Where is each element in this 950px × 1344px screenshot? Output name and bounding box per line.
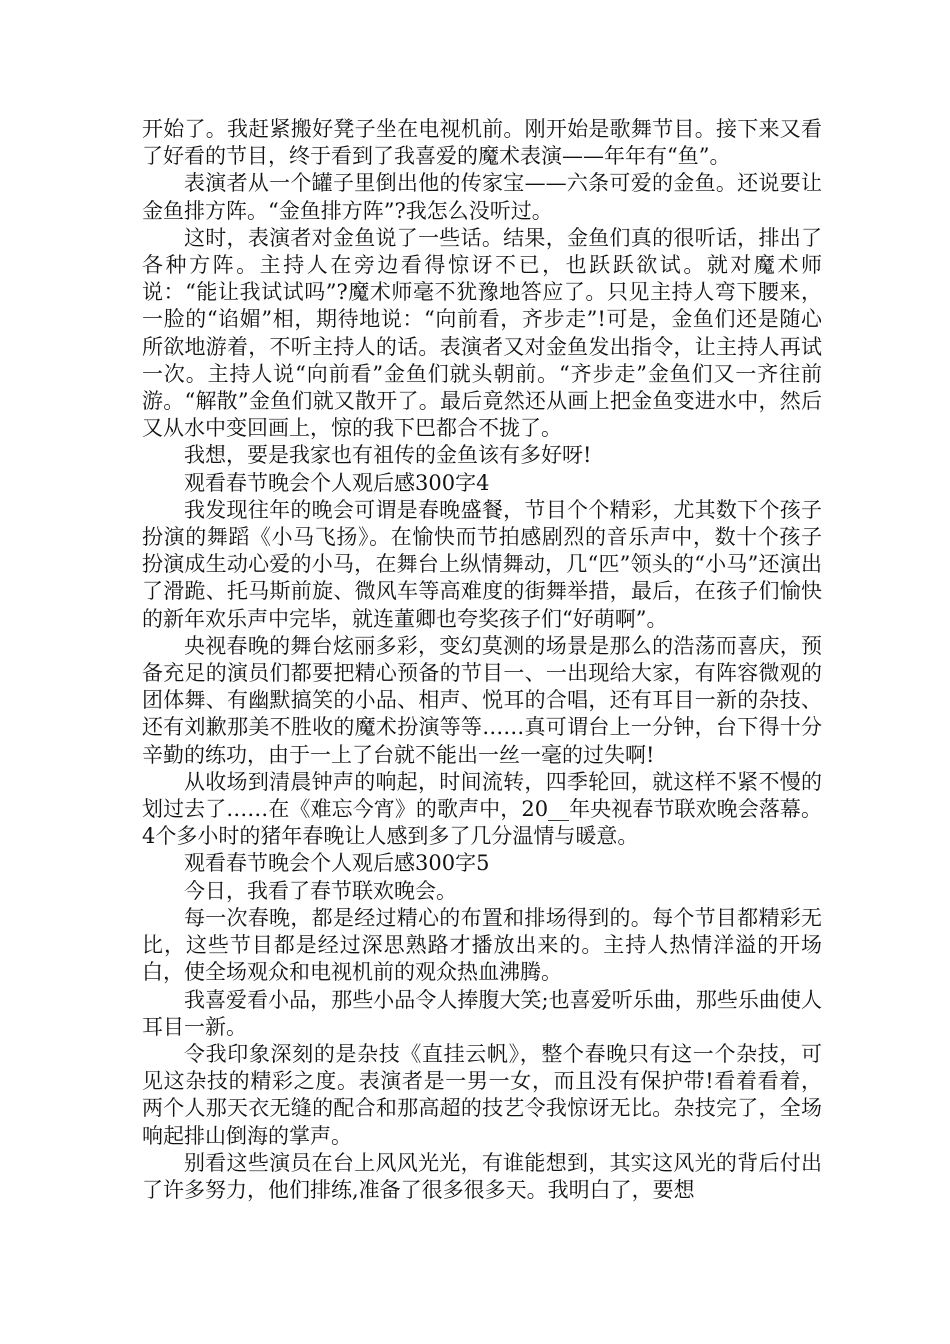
paragraph: 央视春晚的舞台炫丽多彩，变幻莫测的场景是那么的浩荡而喜庆，预备充足的演员们都要把精心预备的节目一、一出现给大家，有阵容微观的团体舞、有幽默搞笑的小品、相声、悦耳的合唱，还有耳目一新的杂技、还有刘歉那美不胜收的魔术扮演等等……真可谓台上一分钟，台下得十分辛勤的练功，由于一上了台就不能出一丝一毫的过失啊!: [142, 633, 822, 767]
paragraph: 令我印象深刻的是杂技《直挂云帆》，整个春晚只有这一个杂技，可见这杂技的精彩之度。表演者是一男一女，而且没有保护带!看着看着，两个人那天衣无缝的配合和那高超的技艺令我惊讶无比。杂技完了，全场响起排山倒海的掌声。: [142, 1041, 822, 1148]
paragraph: 我想，要是我家也有祖传的金鱼该有多好呀!: [184, 443, 592, 468]
paragraph: 我发现往年的晚会可谓是春晚盛餐，节目个个精彩，尤其数下个孩子扮演的舞蹈《小马飞扬》。在愉快而节拍感剧烈的音乐声中，数十个孩子扮演成生动心爱的小马，在舞台上纵情舞动，几“匹”领头的“小马”还演出了滑跪、托马斯前旋、微风车等高难度的街舞举措，最后，在孩子们愉快的新年欢乐声中完毕，就连董卿也夸奖孩子们“好萌啊”。: [142, 497, 822, 631]
paragraph: 表演者从一个罐子里倒出他的传家宝——六条可爱的金鱼。还说要让金鱼排方阵。“金鱼排方阵”?我怎么没听过。: [142, 171, 822, 223]
paragraph: 这时，表演者对金鱼说了一些话。结果，金鱼们真的很听话，排出了各种方阵。主持人在旁边看得惊讶不已，也跃跃欲试。就对魔术师说：“能让我试试吗”?魔术师毫不犹豫地答应了。只见主持人弯下腰来，一脸的“谄媚”相，期待地说：“向前看，齐步走”!可是，金鱼们还是随心所欲地游着，不听主持人的话。表演者又对金鱼发出指令，让主持人再试一次。主持人说“向前看”金鱼们就头朝前。“齐步走”金鱼们又一齐往前游。“解散”金鱼们就又散开了。最后竟然还从画上把金鱼变进水中，然后又从水中变回画上，惊的我下巴都合不拢了。: [142, 225, 822, 441]
document-body: [142, 116, 822, 1204]
paragraph-continued: 开始了。我赶紧搬好凳子坐在电视机前。刚开始是歌舞节目。接下来又看了好看的节目，终于看到了我喜爱的魔术表演——年年有“鱼”。: [142, 117, 822, 169]
section-heading: 观看春节晚会个人观后感300字5: [184, 851, 490, 876]
paragraph: 每一次春晚，都是经过精心的布置和排场得到的。每个节目都精彩无比，这些节目都是经过深思熟路才播放出来的。主持人热情洋溢的开场白，使全场观众和电视机前的观众热血沸腾。: [142, 905, 822, 985]
paragraph: 今日，我看了春节联欢晚会。: [184, 878, 457, 903]
paragraph: 别看这些演员在台上风风光光，有谁能想到，其实这风光的背后付出了许多努力，他们排练,准备了很多很多天。我明白了，要想: [142, 1150, 822, 1202]
section-heading: 观看春节晚会个人观后感300字4: [184, 470, 490, 495]
paragraph: 我喜爱看小品，那些小品令人捧腹大笑;也喜爱听乐曲，那些乐曲使人耳目一新。: [142, 987, 822, 1039]
paragraph: 从收场到清晨钟声的响起，时间流转，四季轮回，就这样不紧不慢的划过去了……在《难忘今宵》的歌声中，20__年央视春节联欢晚会落幕。4个多小时的猪年春晚让人感到多了几分温情与暖意。: [142, 769, 822, 849]
